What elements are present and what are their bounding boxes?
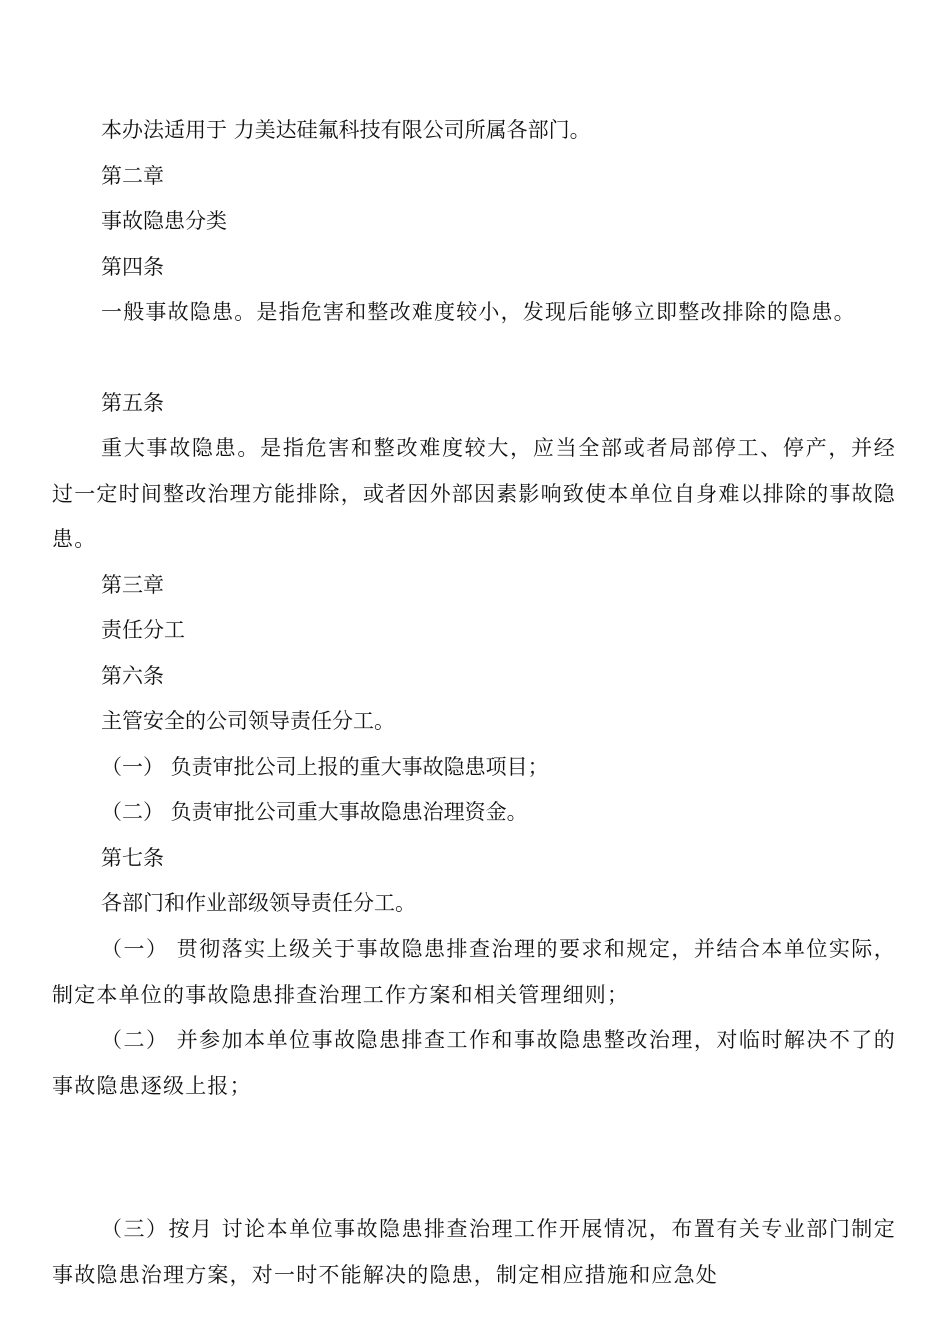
chapter-title-2: 事故隐患分类 [101,209,227,233]
article-7-item-3: （三）按月 讨论本单位事故隐患排查治理工作开展情况，布置有关专业部门制定事故隐患治理方案，对一时不能解决的隐患，制定相应措施和应急处 [52,1217,896,1287]
article-heading-6: 第六条 [101,664,164,688]
article-heading-5: 第五条 [101,391,164,415]
chapter-heading-3: 第三章 [101,573,164,597]
article-heading-7: 第七条 [101,846,164,870]
paragraph-scope: 本办法适用于 力美达硅氟科技有限公司所属各部门。 [101,118,591,142]
article-body-6: 主管安全的公司领导责任分工。 [101,709,395,733]
article-7-item-1: （一） 贯彻落实上级关于事故隐患排查治理的要求和规定，并结合本单位实际，制定本单位的事故隐患排查治理工作方案和相关管理细则； [52,937,896,1007]
article-6-item-2: （二） 负责审批公司重大事故隐患治理资金。 [101,800,528,824]
article-body-4: 一般事故隐患。是指危害和整改难度较小，发现后能够立即整改排除的隐患。 [101,300,856,324]
article-body-5: 重大事故隐患。是指危害和整改难度较大，应当全部或者局部停工、停产，并经过一定时间整改治理方能排除，或者因外部因素影响致使本单位自身难以排除的事故隐患。 [52,436,896,551]
chapter-heading-2: 第二章 [101,164,164,188]
chapter-title-3: 责任分工 [101,618,185,642]
article-7-item-2: （二） 并参加本单位事故隐患排查工作和事故隐患整改治理，对临时解决不了的事故隐患逐级上报； [52,1028,896,1098]
article-body-7: 各部门和作业部级领导责任分工。 [101,891,416,915]
article-heading-4: 第四条 [101,255,164,279]
article-6-item-1: （一） 负责审批公司上报的重大事故隐患项目； [101,755,549,779]
